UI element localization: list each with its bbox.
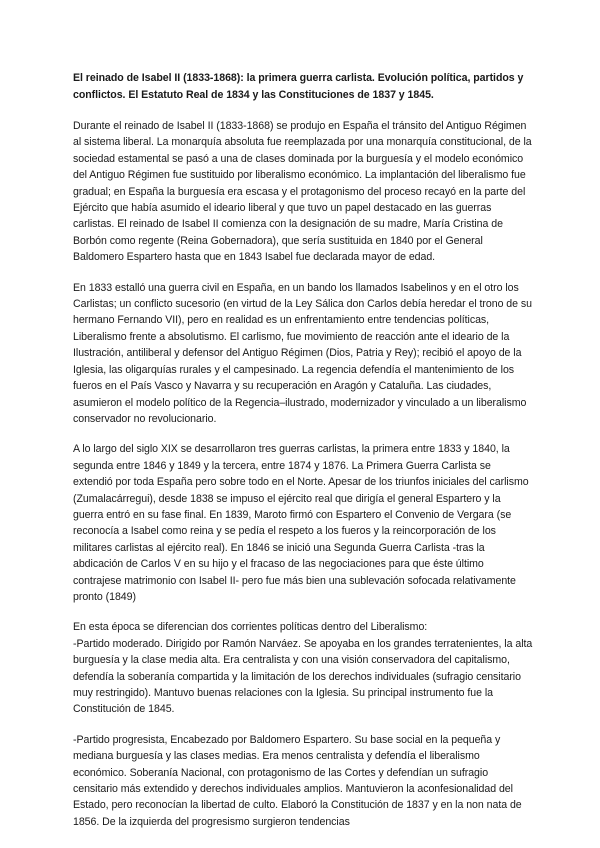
document-title: El reinado de Isabel II (1833-1868): la primera guerra carlista. Evolución política, partidos y conflictos. El Estatuto Real de 1834 y las Constituciones de 1837 y 1845. xyxy=(73,72,524,101)
paragraph-reinado: Durante el reinado de Isabel II (1833-1868) se produjo en España el tránsito del Antiguo Régimen al sistema liberal. La monarquía absoluta fue reemplazada por una monarquía constitucional, de la sociedad estamental se pasó a una de clases dominada por la burguesía y el modelo económico del Antiguo Régimen fue sustituido por liberalismo económico. La implantación del liberalismo fue gradual; en España la burguesía era escasa y el protagonismo del proceso recayó en la parte del Ejército que había asumido el ideario liberal y que tuvo un papel destacado en las guerras carlistas. El reinado de Isabel II comienza con la designación de su madre, María Cristina de Borbón como regente (Reina Gobernadora), que sería sustituida en 1840 por el General Baldomero Espartero hasta que en 1843 Isabel fue declarada mayor de edad. xyxy=(73,120,532,264)
paragraph-guerra-civil: En 1833 estalló una guerra civil en España, en un bando los llamados Isabelinos y en el otro los Carlistas; un conflicto sucesorio (en virtud de la Ley Sálica don Carlos debía heredar el trono de su hermano Fernando VII), pero en realidad es un enfrentamiento entre tendencias políticas, Liberalismo frente a absolutismo. El carlismo, fue movimiento de reacción ante el ideario de la Ilustración, antiliberal y defensor del Antiguo Régimen (Dios, Patria y Rey); recibió el apoyo de la Iglesia, las oligarquías rurales y el campesinado. La regencia defendía el mantenimiento de los fueros en el País Vasco y Navarra y su recuperación en Aragón y Cataluña. Las ciudades, asumieron el modelo político de la Regencia–ilustrado, modernizador y vinculado a un liberalismo conservador no revolucionario. xyxy=(73,281,532,425)
paragraph-partido-moderado: En esta época se diferencian dos corrientes políticas dentro del Liberalismo: -Partido moderado. Dirigido por Ramón Narváez. Se apoyaba en los grandes terratenientes, la alta burguesía y la clase media alta. Era centralista y con una visión conservadora del capitalismo, defendía la soberanía compartida y la limitación de los derechos individuales (sufragio censitario muy restringido). Mantuvo buenas relaciones con la Iglesia. Su principal instrumento fue la Constitución de 1845. xyxy=(73,621,533,716)
paragraph-guerras-carlistas: A lo largo del siglo XIX se desarrollaron tres guerras carlistas, la primera entre 1833 y 1840, la segunda entre 1846 y 1849 y la tercera, entre 1874 y 1876. La Primera Guerra Carlista se extendió por toda España pero sobre todo en el Norte. Apesar de los triunfos iniciales del carlismo (Zumalacárregui), desde 1838 se impuso el ejército real que dirigía el general Espartero y la guerra entró en su fase final. En 1839, Maroto firmó con Espartero el Convenio de Vergara (se reconocía a Isabel como reina y se pedía el respeto a los fueros y la reincorporación de los militares carlistas al ejército real). En 1846 se inició una Segunda Guerra Carlista -tras la abdicación de Carlos V en su hijo y el fracaso de las negociaciones para que éste último contrajese matrimonio con Isabel II- pero fue más bien una sublevación sofocada relativamente pronto (1849) xyxy=(73,443,529,603)
document-page xyxy=(73,70,533,844)
paragraph-partido-progresista: -Partido progresista, Encabezado por Baldomero Espartero. Su base social en la pequeña y mediana burguesía y las clases medias. Era menos centralista y defendía el liberalismo económico. Soberanía Nacional, con protagonismo de las Cortes y defendían un sufragio censitario más extendido y derechos individuales amplios. Mantuvieron la aconfesionalidad del Estado, pero reconocían la libertad de culto. Elaboró la Constitución de 1837 y en la non nata de 1856. De la izquierda del progresismo surgieron tendencias xyxy=(73,733,522,828)
